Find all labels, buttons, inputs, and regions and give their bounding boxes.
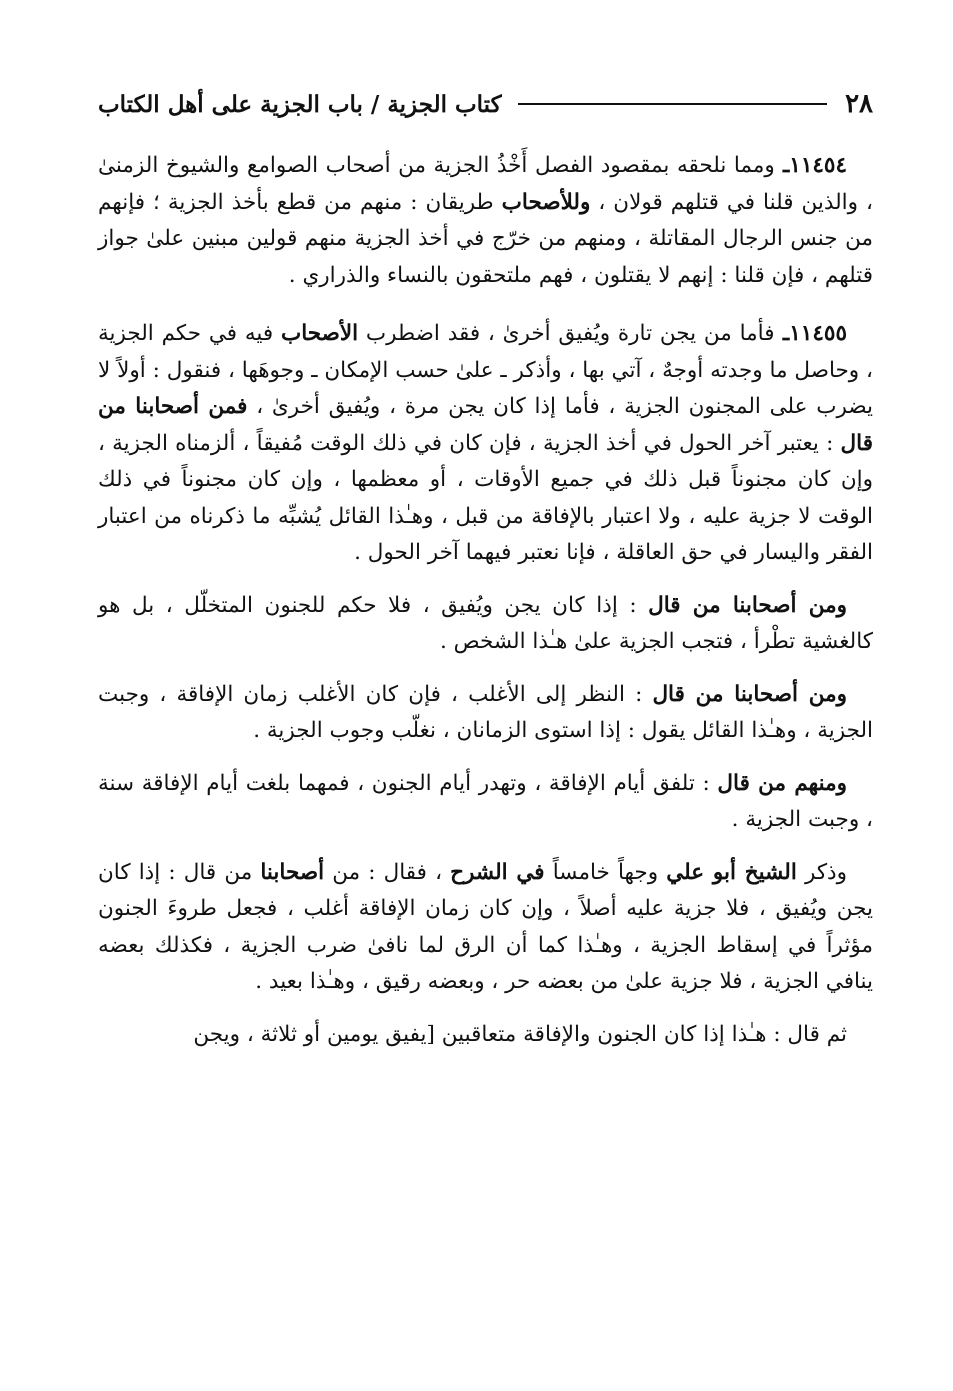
bold-run: ومن أصحابنا من قال xyxy=(652,681,848,707)
text-run: وذكر xyxy=(796,859,848,885)
text-run: ومما نلحقه بمقصود الفصل أَخْذُ الجزية من أصحاب الصوامع والشيوخ الزمنىٰ ، والذين قلنا في قتلهم قولان ، xyxy=(98,153,873,215)
text-run: : تلفق أيام الإفاقة ، وتهدر أيام الجنون ، فمهما بلغت أيام الإفاقة سنة ، وجبت الجزية . xyxy=(98,770,873,832)
body-text xyxy=(98,148,873,1053)
bold-run: ١١٤٥٥ـ xyxy=(774,321,847,346)
text-run: فأما من يجن تارة ويُفيق أخرىٰ ، فقد اضطرب xyxy=(358,321,775,346)
text-run: ثم قال : هـٰذا إذا كان الجنون والإفاقة متعاقبين [يفيق يومين أو ثلاثة ، ويجن xyxy=(193,1021,847,1047)
paragraph xyxy=(98,588,873,661)
text-run: من قال : إذا كان يجن ويُفيق ، فلا جزية عليه أصلاً ، وإن كان زمان الإفاقة أغلب ، فجعل طروءَ الجنون مؤثراً في إسقاط الجزية ، وهـٰذا كما أن الرق لما نافىٰ ضرب الجزية ، فكذلك بعضه ينافي الجزية ، فلا جزية علىٰ من بعضه حر ، وبعضه رقيق ، وهـٰذا بعيد . xyxy=(98,859,873,994)
text-run: : يعتبر آخر الحول في أخذ الجزية ، فإن كان في ذلك الوقت مُفيقاً ، ألزمناه الجزية ، وإن كان مجنوناً قبل ذلك في جميع الأوقات ، أو معظمها ، وإن كان مجنوناً في ذلك الوقت لا جزية عليه ، ولا اعتبار بالإفاقة من قبل ، وهـٰذا القائل يُشبِّه ما ذكرناه من اعتبار الفقر واليسار في حق العاقلة ، فإنا نعتبر فيهما آخر الحول . xyxy=(98,430,873,565)
bold-run: وللأصحاب xyxy=(501,189,591,215)
header-title: كتاب الجزية / باب الجزية على أهل الكتاب xyxy=(98,90,502,118)
text-run: فيه في حكم الجزية ، وحاصل ما وجدته أوجهٌ ، آتي بها ، وأذكر ـ علىٰ حسب الإمكان ـ وجوهَها ، فنقول : أولاً لا يضرب على المجنون الجزية ، فأما إذا كان يجن مرة ، ويُفيق أخرىٰ ، xyxy=(98,321,873,419)
header-rule xyxy=(518,103,828,105)
text-run: طريقان : منهم من قطع بأخذ الجزية ؛ فإنهم من جنس الرجال المقاتلة ، ومنهم من خرّج في أخذ الجزية منهم قولين مبنين علىٰ جواز قتلهم ، فإن قلنا : إنهم لا يقتلون ، فهم ملتحقون بالنساء والذراري . xyxy=(98,189,873,288)
paragraph xyxy=(98,855,873,1001)
bold-run: فمن أصحابنا من قال xyxy=(98,394,873,456)
text-run: : النظر إلى الأغلب ، فإن كان الأغلب زمان الإفاقة ، وجبت الجزية ، وهـٰذا القائل يقول : إذا استوى الزمانان ، نغلّب وجوب الجزية . xyxy=(98,681,873,743)
bold-run: ومنهم من قال xyxy=(717,770,847,796)
paragraph xyxy=(98,677,873,750)
bold-run: الأصحاب xyxy=(280,321,359,346)
paragraph xyxy=(98,148,873,294)
paragraph xyxy=(98,766,873,839)
bold-run: في الشرح xyxy=(450,859,545,885)
bold-run: ومن أصحابنا من قال xyxy=(648,592,847,618)
paragraph xyxy=(98,316,873,572)
paragraph xyxy=(98,1017,873,1054)
running-header xyxy=(98,84,873,124)
book-page xyxy=(98,84,873,1379)
text-run: : إذا كان يجن ويُفيق ، فلا حكم للجنون المتخلّل ، بل هو كالغشية تطْرأ ، فتجب الجزية علىٰ هـٰذا الشخص . xyxy=(98,592,873,654)
bold-run: أصحابنا xyxy=(260,859,325,885)
bold-run: ١١٤٥٤ـ xyxy=(774,153,848,178)
page-number: ٢٨ xyxy=(845,89,873,119)
text-run: وجهاً خامساً xyxy=(544,859,667,885)
bold-run: الشيخ أبو علي xyxy=(666,859,797,885)
text-run: ، فقال : من xyxy=(324,859,451,885)
